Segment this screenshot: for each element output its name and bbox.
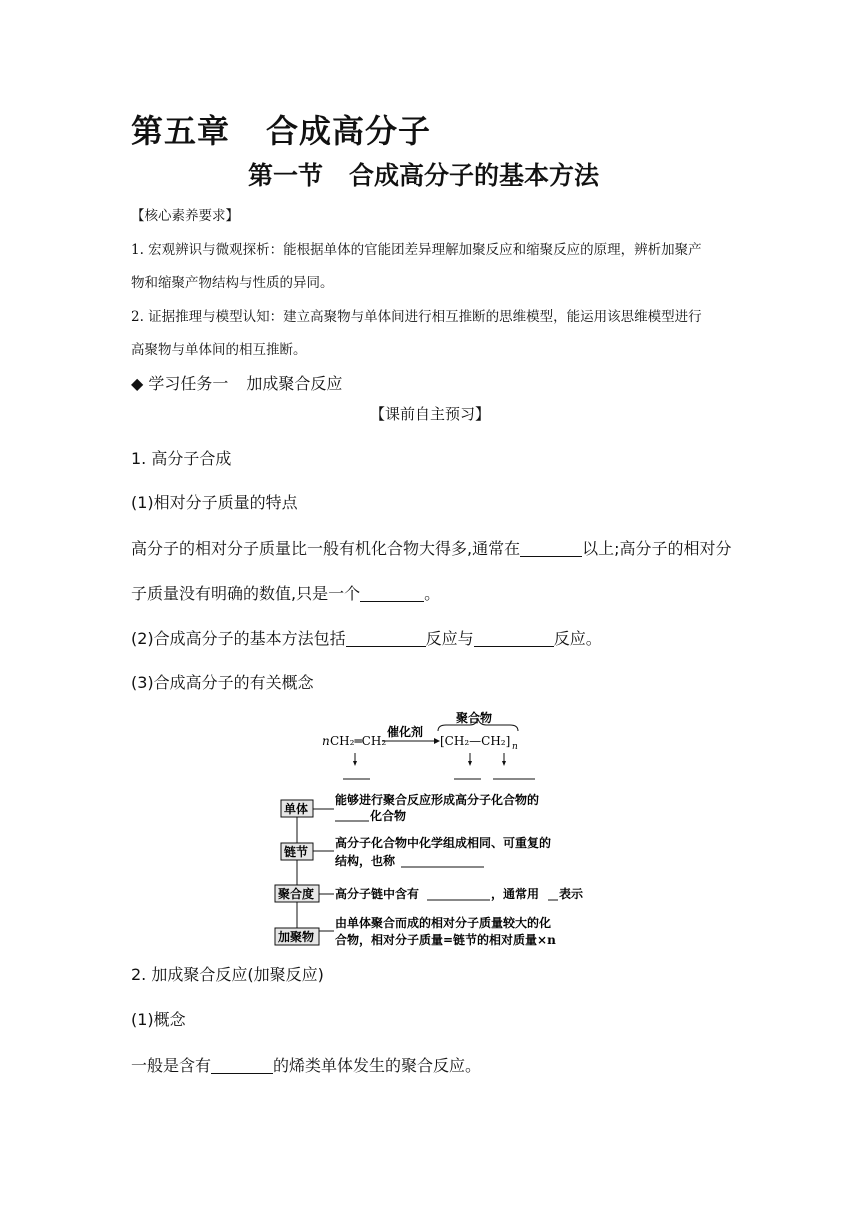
catalyst-label: 催化剂 — [387, 725, 424, 739]
monomer-box-label: 单体 — [284, 802, 309, 816]
task-heading: ◆ 学习任务一 加成聚合反应 — [131, 374, 343, 393]
p1-heading: 1. 高分子合成 — [131, 449, 232, 468]
addition-polymer-def-1: 由单体聚合而成的相对分子质量较大的化 — [335, 916, 552, 930]
chain-unit-def-2: 结构，也称 — [335, 854, 396, 868]
p2-1-line: 一般是含有 的烯类单体发生的聚合反应。 — [131, 1056, 482, 1075]
preview-label: 【课前自主预习】 — [369, 405, 490, 423]
chain-unit-def-1: 高分子化合物中化学组成相同、可重复的 — [335, 836, 552, 850]
down-arrowhead — [468, 761, 472, 766]
answer-blank[interactable] — [360, 585, 424, 602]
core-item-1-line-1: 1. 宏观辨识与微观探析：能根据单体的官能团差异理解加聚反应和缩聚反应的原理，辨析加聚产 — [131, 242, 702, 258]
p1-1-line-2: 子质量没有明确的数值,只是一个 。 — [131, 584, 441, 603]
addition-polymer-box-label: 加聚物 — [278, 930, 315, 944]
core-item-2-line-1: 2. 证据推理与模型认知：建立高聚物与单体间进行相互推断的思维模型，能运用该思维模型进行 — [131, 309, 702, 325]
polymer-concepts-diagram — [270, 705, 600, 950]
answer-blank[interactable] — [211, 1057, 273, 1074]
core-heading: 【核心素养要求】 — [131, 208, 239, 224]
p2-heading: 2. 加成聚合反应(加聚反应) — [131, 965, 324, 984]
monomer-def-2: 化合物 — [370, 809, 407, 823]
answer-blank[interactable] — [346, 630, 426, 647]
eq-product-n: n — [512, 742, 518, 752]
monomer-def-1: 能够进行聚合反应形成高分子化合物的 — [335, 793, 540, 807]
p1-1-line-1: 高分子的相对分子质量比一般有机化合物大得多,通常在 以上;高分子的相对分 — [131, 539, 732, 558]
addition-polymer-def-2: 合物，相对分子质量=链节的相对质量×n — [335, 933, 556, 947]
answer-blank[interactable] — [520, 540, 582, 557]
p1-2-line: (2)合成高分子的基本方法包括 反应与 反应。 — [131, 629, 602, 648]
core-item-2-line-2: 高聚物与单体间的相互推断。 — [131, 342, 307, 358]
down-arrowhead — [353, 761, 357, 766]
p1-1-heading: (1)相对分子质量的特点 — [131, 493, 298, 512]
p2-1-heading: (1)概念 — [131, 1010, 186, 1029]
answer-blank[interactable] — [474, 630, 554, 647]
core-item-1-line-2: 物和缩聚产物结构与性质的异同。 — [131, 275, 334, 291]
eq-monomer: CH₂═CH₂ — [330, 734, 387, 748]
eq-product: [CH₂—CH₂] — [440, 734, 511, 748]
eq-n: n — [322, 734, 330, 748]
p1-3-heading: (3)合成高分子的有关概念 — [131, 673, 314, 692]
chain-unit-box-label: 链节 — [284, 845, 309, 859]
degree-def-c: 表示 — [559, 887, 584, 901]
section-title: 第一节 合成高分子的基本方法 — [248, 161, 600, 190]
degree-box-label: 聚合度 — [278, 887, 315, 901]
degree-def-a: 高分子链中含有 — [335, 887, 420, 901]
degree-def-b: ，通常用 — [491, 887, 540, 901]
diamond-bullet-icon: ◆ — [131, 374, 144, 393]
down-arrowhead — [502, 761, 506, 766]
polymer-brace-label: 聚合物 — [456, 711, 493, 725]
chapter-title: 第五章 合成高分子 — [131, 112, 432, 150]
